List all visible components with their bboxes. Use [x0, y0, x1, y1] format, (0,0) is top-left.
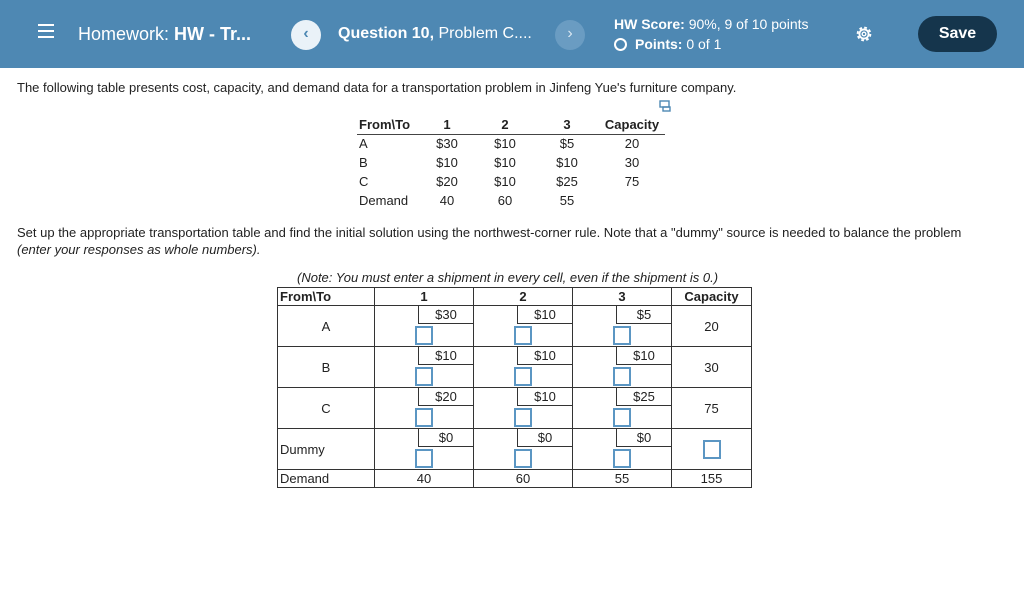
table-cell: $30 [436, 136, 458, 152]
header-cell: 1 [375, 288, 474, 306]
table-row [357, 191, 665, 210]
header-cell: 3 [535, 115, 599, 134]
table-row [357, 134, 665, 153]
shipment-input[interactable] [613, 367, 631, 386]
row-label: Demand [278, 470, 375, 488]
cost-label: $5 [616, 306, 671, 324]
row-label: A [278, 306, 375, 347]
demand-total: 155 [672, 470, 752, 488]
transport-header-row [278, 288, 752, 306]
table-cell: $10 [494, 174, 516, 189]
shipment-input[interactable] [514, 408, 532, 427]
row-label: Dummy [278, 429, 375, 470]
row-label: B [278, 347, 375, 388]
capacity-value: 30 [672, 347, 752, 388]
progress-circle-icon [614, 38, 627, 51]
shipment-cell [573, 347, 672, 388]
intro-text: The following table presents cost, capacity, and demand data for a transportation problem in Jinfeng Yue's furniture company. [17, 80, 737, 95]
cost-label: $20 [418, 388, 473, 406]
setup-italic: (enter your responses as whole numbers). [17, 242, 261, 257]
shipment-input[interactable] [415, 367, 433, 386]
homework-name: HW - Tr... [174, 24, 252, 44]
table-cell: $25 [556, 174, 578, 189]
setup-instructions [17, 224, 1007, 258]
table-cell: $10 [436, 155, 458, 170]
demand-row [278, 470, 752, 488]
shipment-input[interactable] [514, 326, 532, 345]
header-cell: Capacity [672, 288, 752, 306]
question-name: Problem C.... [438, 25, 532, 42]
demand-value: 55 [573, 470, 672, 488]
shipment-input[interactable] [415, 408, 433, 427]
shipment-note: (Note: You must enter a shipment in every cell, even if the shipment is 0.) [297, 270, 719, 285]
table-cell: C [359, 174, 369, 189]
shipment-cell [573, 429, 672, 470]
row-label: C [278, 388, 375, 429]
cost-label: $0 [517, 429, 572, 447]
header-cell: Capacity [599, 115, 665, 134]
header-cell: 1 [419, 115, 475, 134]
shipment-cell [375, 429, 474, 470]
table-cell [599, 191, 665, 210]
table-cell: 20 [624, 136, 640, 152]
table-cell: B [359, 155, 368, 170]
header-cell: 3 [573, 288, 672, 306]
header-cell: From\To [357, 115, 419, 134]
cost-label: $10 [517, 306, 572, 324]
points-row [614, 34, 809, 54]
table-cell: $5 [559, 136, 575, 152]
shipment-cell [375, 388, 474, 429]
shipment-cell [474, 347, 573, 388]
shipment-cell [573, 306, 672, 347]
copy-data-icon[interactable] [659, 100, 671, 112]
header-cell: 2 [474, 288, 573, 306]
table-row [278, 306, 752, 347]
cost-label: $10 [517, 388, 572, 406]
table-cell: $10 [556, 155, 578, 170]
capacity-value: 75 [672, 388, 752, 429]
data-table-header [357, 115, 665, 134]
dummy-capacity-cell [672, 429, 752, 470]
cost-label: $10 [616, 347, 671, 365]
table-cell: $20 [436, 174, 458, 189]
capacity-value: 20 [672, 306, 752, 347]
table-cell: Demand [359, 193, 409, 208]
cost-data-table [357, 115, 665, 210]
table-cell: 60 [497, 193, 513, 208]
cost-label: $10 [418, 347, 473, 365]
points-label: Points: [635, 36, 683, 52]
shipment-cell [474, 388, 573, 429]
shipment-input[interactable] [415, 449, 433, 468]
shipment-input[interactable] [613, 449, 631, 468]
setup-text: Set up the appropriate transportation table and find the initial solution using the northwest-corner rule. Note that a "dummy" source is needed to balance the problem [17, 225, 962, 240]
table-cell: 40 [439, 193, 455, 208]
cost-label: $0 [418, 429, 473, 447]
cost-label: $0 [616, 429, 671, 447]
top-bar [0, 0, 1024, 68]
transportation-table [277, 287, 752, 488]
question-title[interactable] [338, 25, 532, 43]
shipment-input[interactable] [514, 367, 532, 386]
cost-label: $25 [616, 388, 671, 406]
shipment-input[interactable] [514, 449, 532, 468]
table-cell: $10 [494, 155, 516, 170]
shipment-cell [375, 306, 474, 347]
points-value: 0 of 1 [686, 36, 722, 52]
save-button[interactable]: Save [918, 16, 997, 52]
homework-label: Homework: [78, 24, 170, 44]
table-row [357, 153, 665, 172]
shipment-cell [573, 388, 672, 429]
demand-value: 60 [474, 470, 573, 488]
cost-label: $30 [418, 306, 473, 324]
table-row [278, 388, 752, 429]
shipment-cell [375, 347, 474, 388]
table-cell: A [359, 136, 368, 152]
table-cell: 75 [624, 174, 640, 189]
table-cell: 30 [624, 155, 640, 170]
next-question-button[interactable]: › [555, 20, 585, 50]
dummy-capacity-input[interactable] [703, 440, 721, 459]
question-label: Question 10, [338, 25, 435, 42]
previous-question-button[interactable]: ‹ [291, 20, 321, 50]
gear-icon[interactable] [853, 23, 875, 45]
demand-value: 40 [375, 470, 474, 488]
header-cell: From\To [278, 288, 375, 306]
score-panel [614, 14, 809, 54]
shipment-input[interactable] [613, 408, 631, 427]
score-value: 90%, 9 of 10 points [688, 16, 809, 32]
table-row [357, 172, 665, 191]
header-cell: 2 [475, 115, 535, 134]
shipment-cell [474, 429, 573, 470]
hw-score [614, 14, 809, 34]
homework-title[interactable] [78, 24, 251, 45]
menu-icon[interactable] [38, 24, 54, 40]
table-cell: $10 [494, 136, 516, 152]
table-cell: 55 [559, 193, 575, 208]
cost-label: $10 [517, 347, 572, 365]
table-row [278, 347, 752, 388]
table-row [278, 429, 752, 470]
score-label: HW Score: [614, 16, 685, 32]
shipment-cell [474, 306, 573, 347]
shipment-input[interactable] [613, 326, 631, 345]
shipment-input[interactable] [415, 326, 433, 345]
